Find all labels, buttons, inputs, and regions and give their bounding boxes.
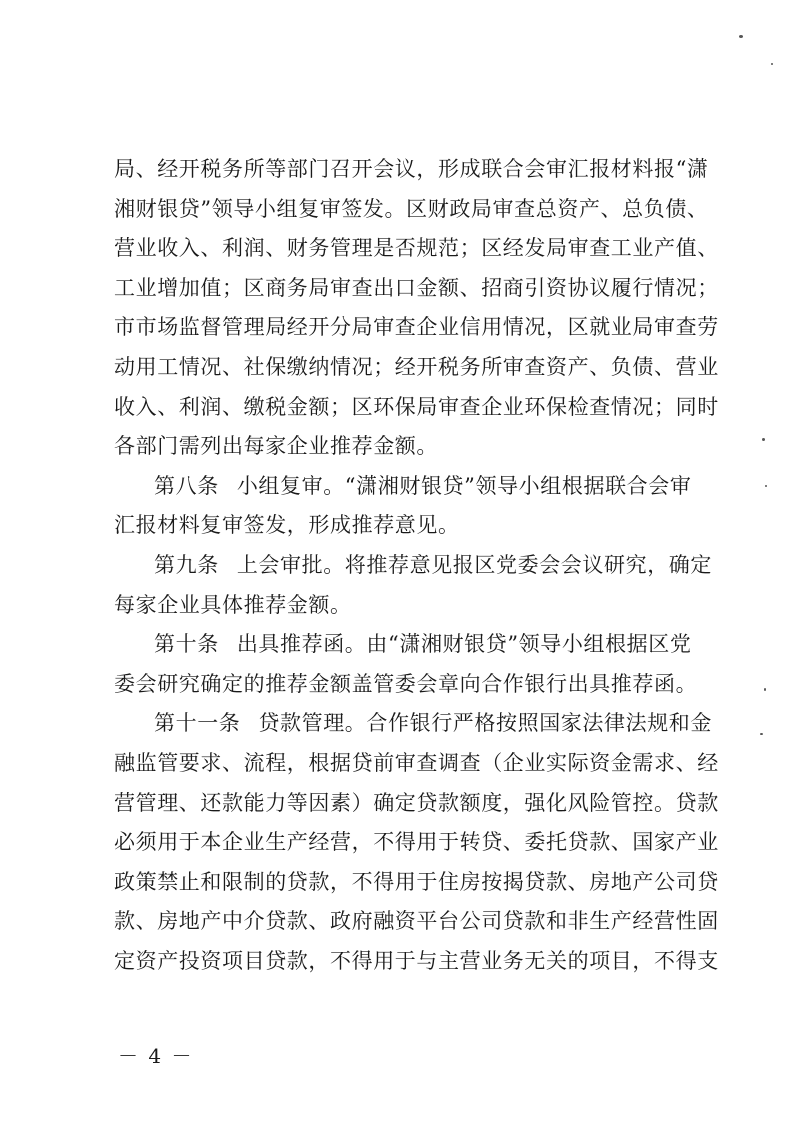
page-number: － 4 － xyxy=(118,1044,194,1068)
paragraph-line: 市市场监督管理局经开分局审查企业信用情况，区就业局审查劳 xyxy=(114,315,719,340)
scan-speck xyxy=(760,733,763,735)
article-9-text: 上会审批。将推荐意见报区党委会会议研究，确定 xyxy=(236,552,713,577)
paragraph-line: 湘财银贷”领导小组复审签发。区财政局审查总资产、总负债、 xyxy=(114,196,709,221)
paragraph-line: 营业收入、利润、财务管理是否规范；区经发局审查工业产值、 xyxy=(114,236,719,261)
article-8-number: 第八条 xyxy=(154,473,219,498)
paragraph-line: 动用工情况、社保缴纳情况；经开税务所审查资产、负债、营业 xyxy=(114,354,719,379)
scan-speck xyxy=(764,688,766,691)
article-9-continuation: 每家企业具体推荐金额。 xyxy=(114,592,352,617)
article-11-text: 贷款管理。合作银行严格按照国家法律法规和金 xyxy=(258,711,713,736)
article-11-heading-line xyxy=(114,704,713,744)
article-11-continuation: 定资产投资项目贷款，不得用于与主营业务无关的项目，不得支 xyxy=(114,948,719,973)
paragraph-line: 各部门需列出每家企业推荐金额。 xyxy=(114,434,438,459)
paragraph-line: 收入、利润、缴税金额；区环保局审查企业环保检查情况；同时 xyxy=(114,394,719,419)
article-9-heading-line xyxy=(114,546,713,586)
article-8-continuation: 汇报材料复审签发，形成推荐意见。 xyxy=(114,513,460,538)
paragraph-line: 局、经开税务所等部门召开会议，形成联合会审汇报材料报“潇 xyxy=(114,157,709,181)
paragraph-line: 工业增加值；区商务局审查出口金额、招商引资协议履行情况； xyxy=(114,275,719,300)
article-10-heading-line xyxy=(114,625,694,665)
article-11-continuation: 政策禁止和限制的贷款，不得用于住房按揭贷款、房地产公司贷 xyxy=(114,869,719,894)
article-8-heading-line xyxy=(114,467,694,507)
article-11-continuation: 营管理、还款能力等因素）确定贷款额度，强化风险管控。贷款 xyxy=(114,790,719,815)
article-8-text: 小组复审。“潇湘财银贷”领导小组根据联合会审 xyxy=(236,473,692,498)
scan-speck xyxy=(765,485,767,487)
scan-speck xyxy=(771,63,773,65)
document-body xyxy=(114,150,719,981)
article-11-continuation: 融监管要求、流程，根据贷前审查调查（企业实际资金需求、经 xyxy=(114,750,719,775)
article-11-continuation: 必须用于本企业生产经营，不得用于转贷、委托贷款、国家产业 xyxy=(114,830,719,855)
article-10-continuation: 委会研究确定的推荐金额盖管委会章向合作银行出具推荐函。 xyxy=(114,671,698,696)
scan-speck xyxy=(739,35,743,38)
article-10-text: 出具推荐函。由“潇湘财银贷”领导小组根据区党 xyxy=(236,632,692,657)
article-10-number: 第十条 xyxy=(154,632,219,657)
article-9-number: 第九条 xyxy=(154,552,219,577)
scan-speck xyxy=(762,438,765,441)
article-11-number: 第十一条 xyxy=(154,711,241,736)
article-11-continuation: 款、房地产中介贷款、政府融资平台公司贷款和非生产经营性固 xyxy=(114,909,719,934)
